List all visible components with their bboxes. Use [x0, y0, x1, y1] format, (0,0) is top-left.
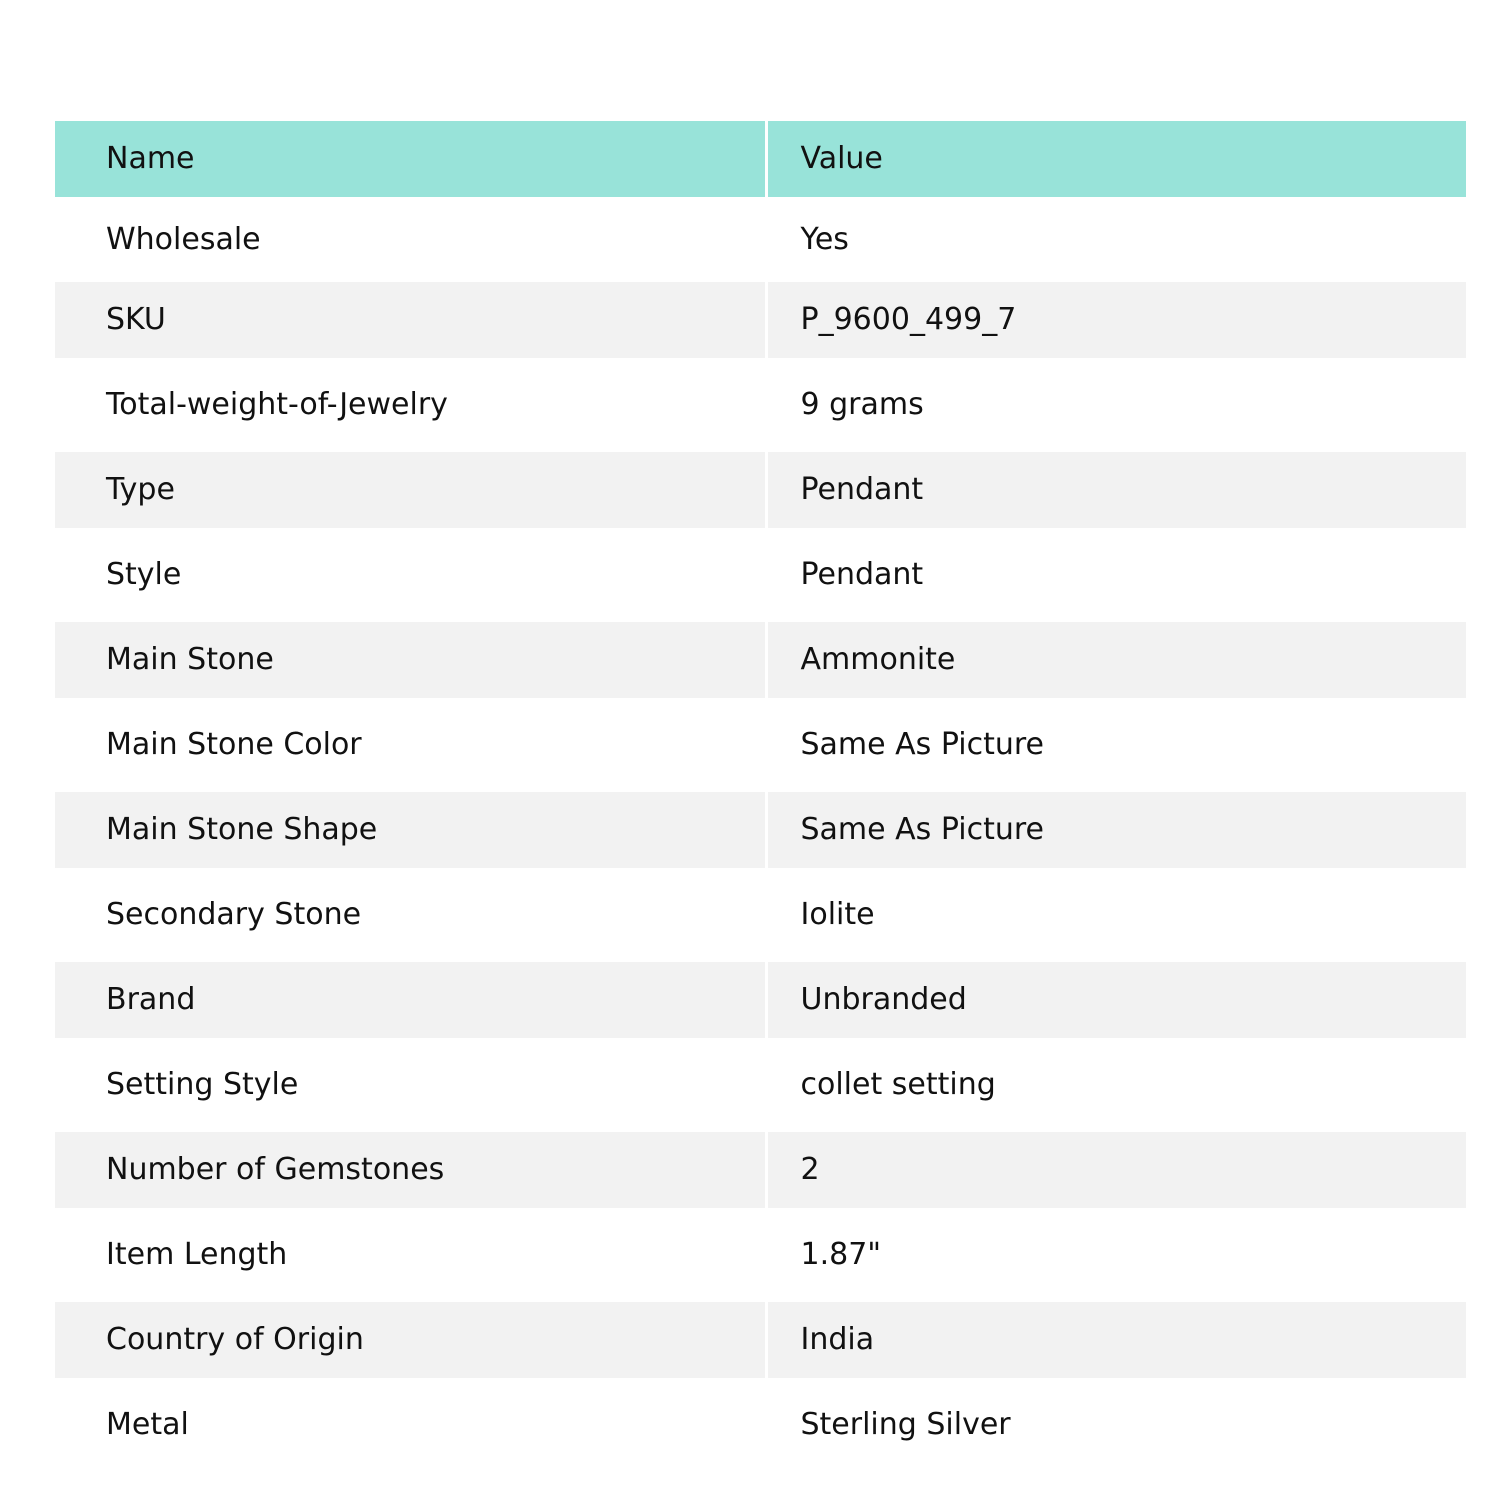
table-row [55, 868, 1466, 962]
table-row [55, 1378, 1466, 1472]
table-row [55, 282, 1466, 358]
attribute-value-cell: 1.87" [800, 1237, 882, 1272]
attribute-value-cell: Pendant [800, 557, 924, 592]
attribute-name-cell: Main Stone [55, 622, 766, 698]
attribute-name-cell: Number of Gemstones [55, 1132, 766, 1208]
attribute-value-cell: 2 [800, 1152, 820, 1187]
specifications-table [55, 121, 1466, 1472]
attribute-value-cell: Unbranded [800, 982, 967, 1017]
attribute-value-cell: Same As Picture [800, 812, 1045, 847]
attribute-value-cell: Iolite [800, 897, 875, 932]
table-row [55, 698, 1466, 792]
attribute-value-cell: Same As Picture [800, 727, 1045, 762]
attribute-name-cell: Country of Origin [55, 1302, 766, 1378]
table-row [55, 1302, 1466, 1378]
attribute-name-cell: Brand [55, 962, 766, 1038]
attribute-name-cell: Wholesale [55, 197, 766, 282]
table-row [55, 452, 1466, 528]
table-row [55, 1208, 1466, 1302]
table-row [55, 1038, 1466, 1132]
attribute-value-cell: Ammonite [800, 642, 956, 677]
attribute-name-cell: Setting Style [55, 1038, 766, 1132]
attribute-value-cell: P_9600_499_7 [800, 302, 1017, 337]
table-header-row [55, 121, 1466, 197]
value-column-header: Value [800, 141, 883, 176]
attribute-name-cell: Metal [55, 1378, 766, 1472]
attribute-name-cell: Main Stone Shape [55, 792, 766, 868]
attribute-value-cell: India [800, 1322, 875, 1357]
attribute-name-cell: Main Stone Color [55, 698, 766, 792]
attribute-name-cell: Item Length [55, 1208, 766, 1302]
attribute-value-cell: 9 grams [800, 387, 924, 422]
table-row [55, 197, 1466, 282]
attribute-name-cell: Style [55, 528, 766, 622]
attribute-value-cell: collet setting [800, 1067, 996, 1102]
attribute-value-cell: Yes [800, 221, 849, 257]
attribute-value-cell: Pendant [800, 472, 924, 507]
table-row [55, 1132, 1466, 1208]
attribute-name-cell: Total-weight-of-Jewelry [55, 358, 766, 452]
table-row [55, 962, 1466, 1038]
table-row [55, 358, 1466, 452]
table-header [55, 121, 1466, 197]
attribute-name-cell: Secondary Stone [55, 868, 766, 962]
table-row [55, 792, 1466, 868]
table-row [55, 528, 1466, 622]
attribute-name-cell: SKU [55, 282, 766, 358]
attribute-value-cell: Sterling Silver [800, 1407, 1011, 1442]
table-body [55, 197, 1466, 1472]
table-row [55, 622, 1466, 698]
name-column-header: Name [55, 121, 766, 197]
attribute-name-cell: Type [55, 452, 766, 528]
